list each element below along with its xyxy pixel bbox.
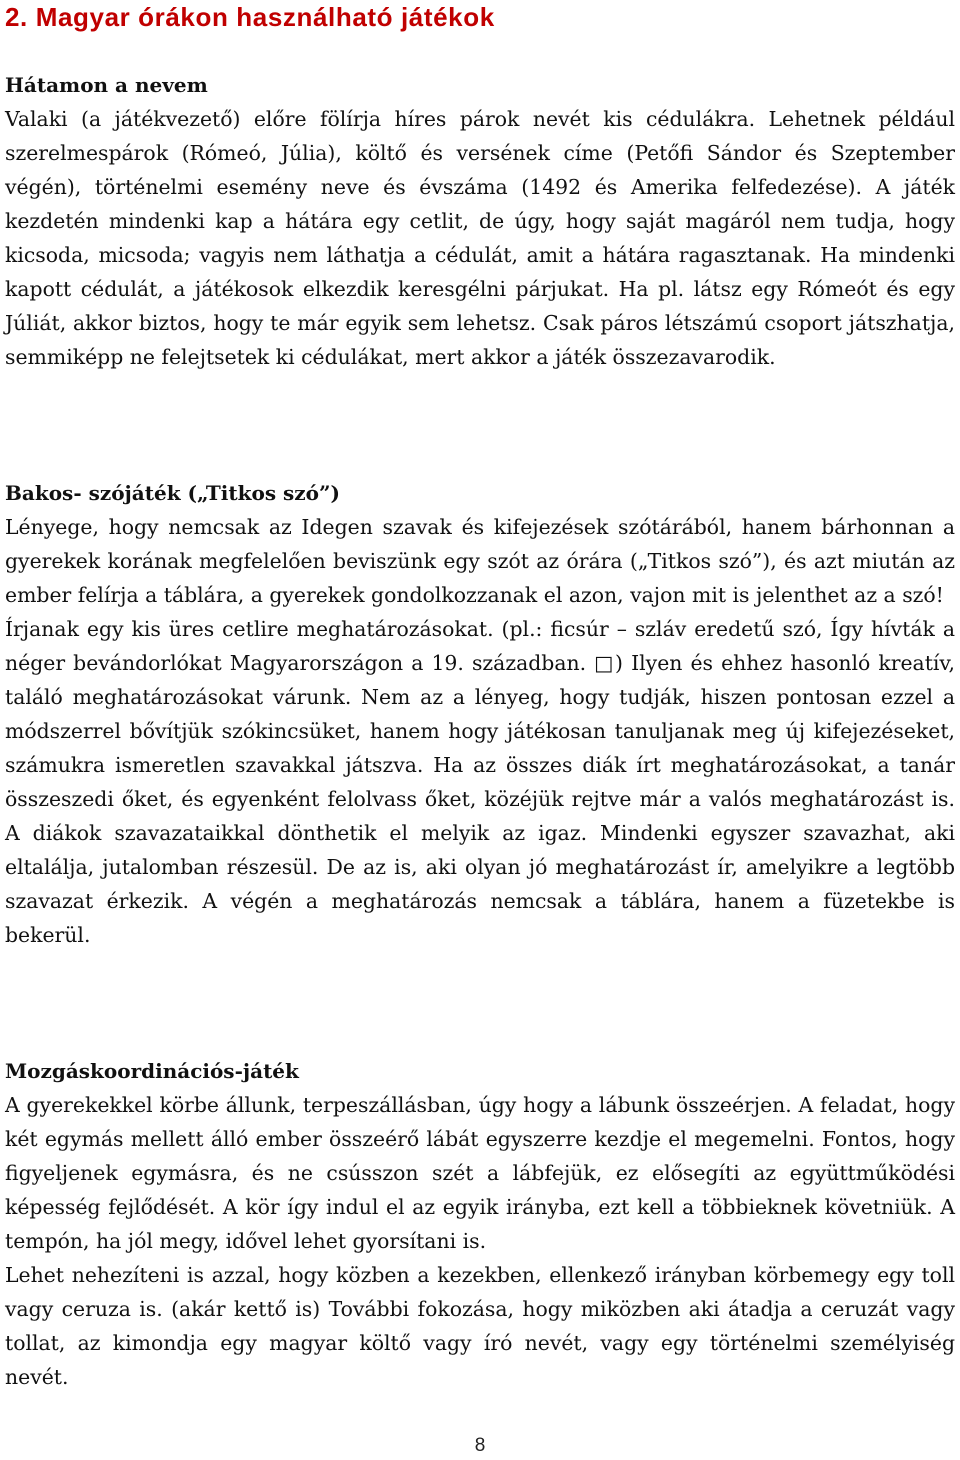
paragraph: Lehet nehezíteni is azzal, hogy közben a kezekben, ellenkező irányban körbemegy egy toll vagy ceruza is. (akár kettő is) További fokozása, hogy miközben aki átadja a ceruzát vagy tollat, az kimondja egy magyar költő vagy író nevét, vagy egy történelmi személyiség nevét. [5, 1263, 955, 1389]
paragraph: A gyerekekkel körbe állunk, terpeszállásban, úgy hogy a lábunk összeérjen. A feladat, hogy két egymás mellett álló ember összeérő lábát egyszerre kezdje el megemelni. Fontos, hogy figyeljenek egymásra, és ne csússzon szét a lábfejük, ez elősegíti az együttműködési képesség fejlődését. A kör így indul el az egyik irányba, ezt kell a többieknek követniük. A tempón, ha jól megy, idővel lehet gyorsítani is. [5, 1093, 955, 1253]
paragraph: Valaki (a játékvezető) előre fölírja híres párok nevét kis cédulákra. Lehetnek például szerelmespárok (Rómeó, Júlia), költő és versének címe (Petőfi Sándor és Szeptember végén), történelmi esemény neve és évszáma (1492 és Amerika felfedezése). A játék kezdetén mindenki kap a hátára egy cetlit, de úgy, hogy saját magáról nem tudja, hogy kicsoda, micsoda; vagyis nem láthatja a cédulát, amit a hátára ragasztanak. Ha mindenki kapott cédulát, a játékosok elkezdik keresgélni párjukat. Ha pl. látsz egy Rómeót és egy Júliát, akkor biztos, hogy te már egyik sem lehetsz. Csak páros létszámú csoport játszhatja, semmiképp ne felejtsetek ki cédulákat, mert akkor a játék összezavarodik. [5, 107, 955, 369]
section-title: Bakos- szójáték („Titkos szó”) [5, 481, 340, 505]
paragraph: Írjanak egy kis üres cetlire meghatározásokat. (pl.: ficsúr – szláv eredetű szó, Így hívták a néger bevándorlókat Magyarországon a 19. században. □) Ilyen és ehhez hasonló kreatív, találó meghatározásokat várunk. Nem az a lényeg, hogy tudják, hiszen pontosan ezzel a módszerrel bővítjük szókincsüket, hanem hogy játékosan tanuljanak meg új kifejezéseket, számukra ismeretlen szavakkal játszva. Ha az összes diák írt meghatározásokat, a tanár összeszedi őket, és egyenként felolvass őket, közéjük rejtve már a valós meghatározást is. A diákok szavazataikkal dönthetik el melyik az igaz. Mindenki egyszer szavazhat, aki eltalálja, jutalomban részesül. De az is, aki olyan jó meghatározást ír, amelyikre a legtöbb szavazat érkezik. A végén a meghatározás nemcsak a táblára, hanem a füzetekbe is bekerül. [5, 617, 955, 947]
section-title: Mozgáskoordinációs-játék [5, 1059, 299, 1083]
page-number: 8 [474, 1435, 486, 1456]
section-title: Hátamon a nevem [5, 73, 208, 97]
section-bakos-szojatek [5, 476, 955, 952]
section-mozgaskoordinacios-jatek [5, 1054, 955, 1394]
paragraph: Lényege, hogy nemcsak az Idegen szavak és kifejezések szótárából, hanem bárhonnan a gyerekek korának megfelelően beviszünk egy szót az órára („Titkos szó”), és azt miután az ember felírja a táblára, a gyerekek gondolkozzanak el azon, vajon mit is jelenthet az a szó! [5, 515, 955, 607]
section-hatamon-a-nevem [5, 68, 955, 374]
page-heading: 2. Magyar órákon használható játékok [5, 2, 495, 32]
